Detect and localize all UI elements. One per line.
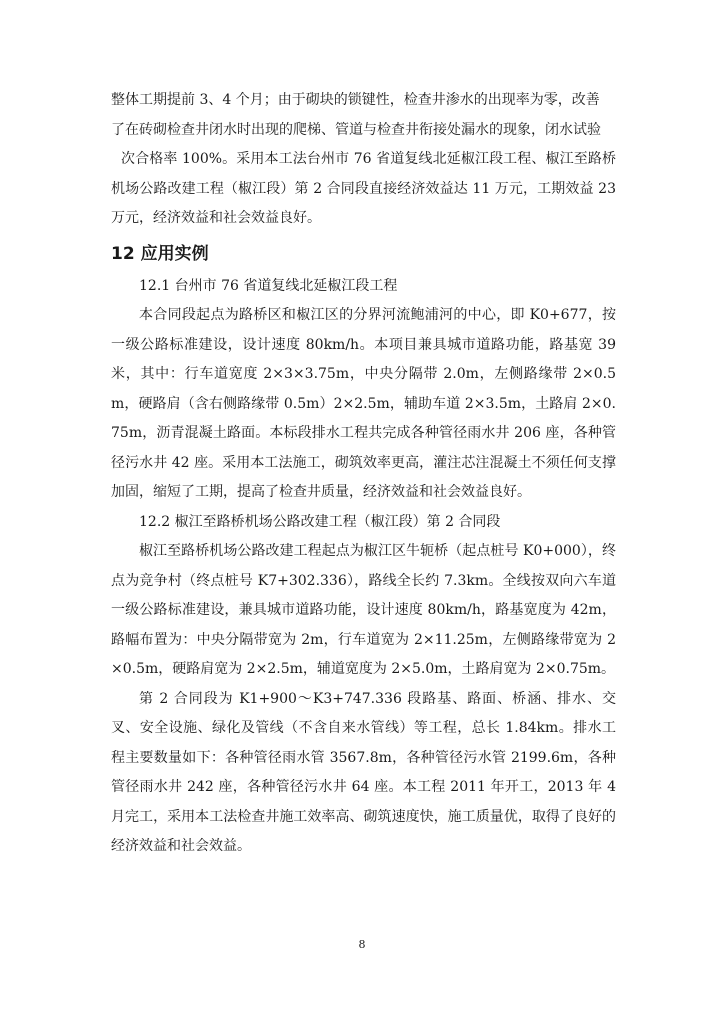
intro-line-1: 整体工期提前 3、4 个月；由于砌块的锁键性，检查井渗水的出现率为零，改善 bbox=[111, 92, 600, 108]
subsection-2-paragraph-1: 椒江至路桥机场公路改建工程起点为椒江区牛轭桥（起点桩号 K0+000），终点为竞争村（终点桩号 K7+302.336），路线全长约 7.3km。全线按双向六车道一级公路标准建设，兼具城市道路功能，设计速度 80km/h，路基宽度为 42m，路幅布置为：中央分隔带宽为 2m，行车道宽为 2×11.25m，左侧路缘带宽为 2×0.5m，硬路肩宽为 2×2.5m，辅道宽度为 2×5.0m，土路肩宽为 2×0.75m。 bbox=[111, 543, 616, 677]
subsection-2-title: 12.2 椒江至路桥机场公路改建工程（椒江段）第 2 合同段 bbox=[139, 513, 501, 530]
intro-line-2: 了在砖砌检查井闭水时出现的爬梯、管道与检查井衔接处漏水的现象，闭水试验 bbox=[111, 121, 601, 138]
page-body bbox=[111, 86, 616, 862]
section-heading: 12 应用实例 bbox=[111, 243, 209, 264]
subsection-1-title: 12.1 台州市 76 省道复线北延椒江段工程 bbox=[139, 277, 398, 294]
intro-paragraph-continued: 次合格率 100%。采用本工法台州市 76 省道复线北延椒江段工程、椒江至路桥机场公路改建工程（椒江段）第 2 合同段直接经济效益达 11 万元，工期效益 23 万元，经济效益和社会效益良好。 bbox=[111, 151, 616, 226]
page-number: 8 bbox=[358, 938, 366, 951]
subsection-2-paragraph-2: 第 2 合同段为 K1+900～K3+747.336 段路基、路面、桥涵、排水、交叉、安全设施、绿化及管线（不含自来水管线）等工程，总长 1.84km。排水工程主要数量如下：各种管径雨水管 3567.8m，各种管径污水管 2199.6m，各种管径雨水井 242 座，各种管径污水井 64 座。本工程 2011 年开工，2013 年 4 月完工，采用本工法检查井施工效率高、砌筑速度快，施工质量优，取得了良好的经济效益和社会效益。 bbox=[111, 690, 616, 854]
subsection-1-paragraph: 本合同段起点为路桥区和椒江区的分界河流鲍浦河的中心，即 K0+677，按一级公路标准建设，设计速度 80km/h。本项目兼具城市道路功能，路基宽 39 米，其中：行车道宽度 2×3×3.75m，中央分隔带 2.0m，左侧路缘带 2×0.5m，硬路肩（含右侧路缘带 0.5m）2×2.5m，辅助车道 2×3.5m，土路肩 2×0.75m，沥青混凝土路面。本标段排水工程共完成各种管径雨水井 206 座，各种管径污水井 42 座。采用本工法施工，砌筑效率更高，灌注芯注混凝土不须任何支撑加固，缩短了工期，提高了检查井质量，经济效益和社会效益良好。 bbox=[111, 307, 616, 500]
